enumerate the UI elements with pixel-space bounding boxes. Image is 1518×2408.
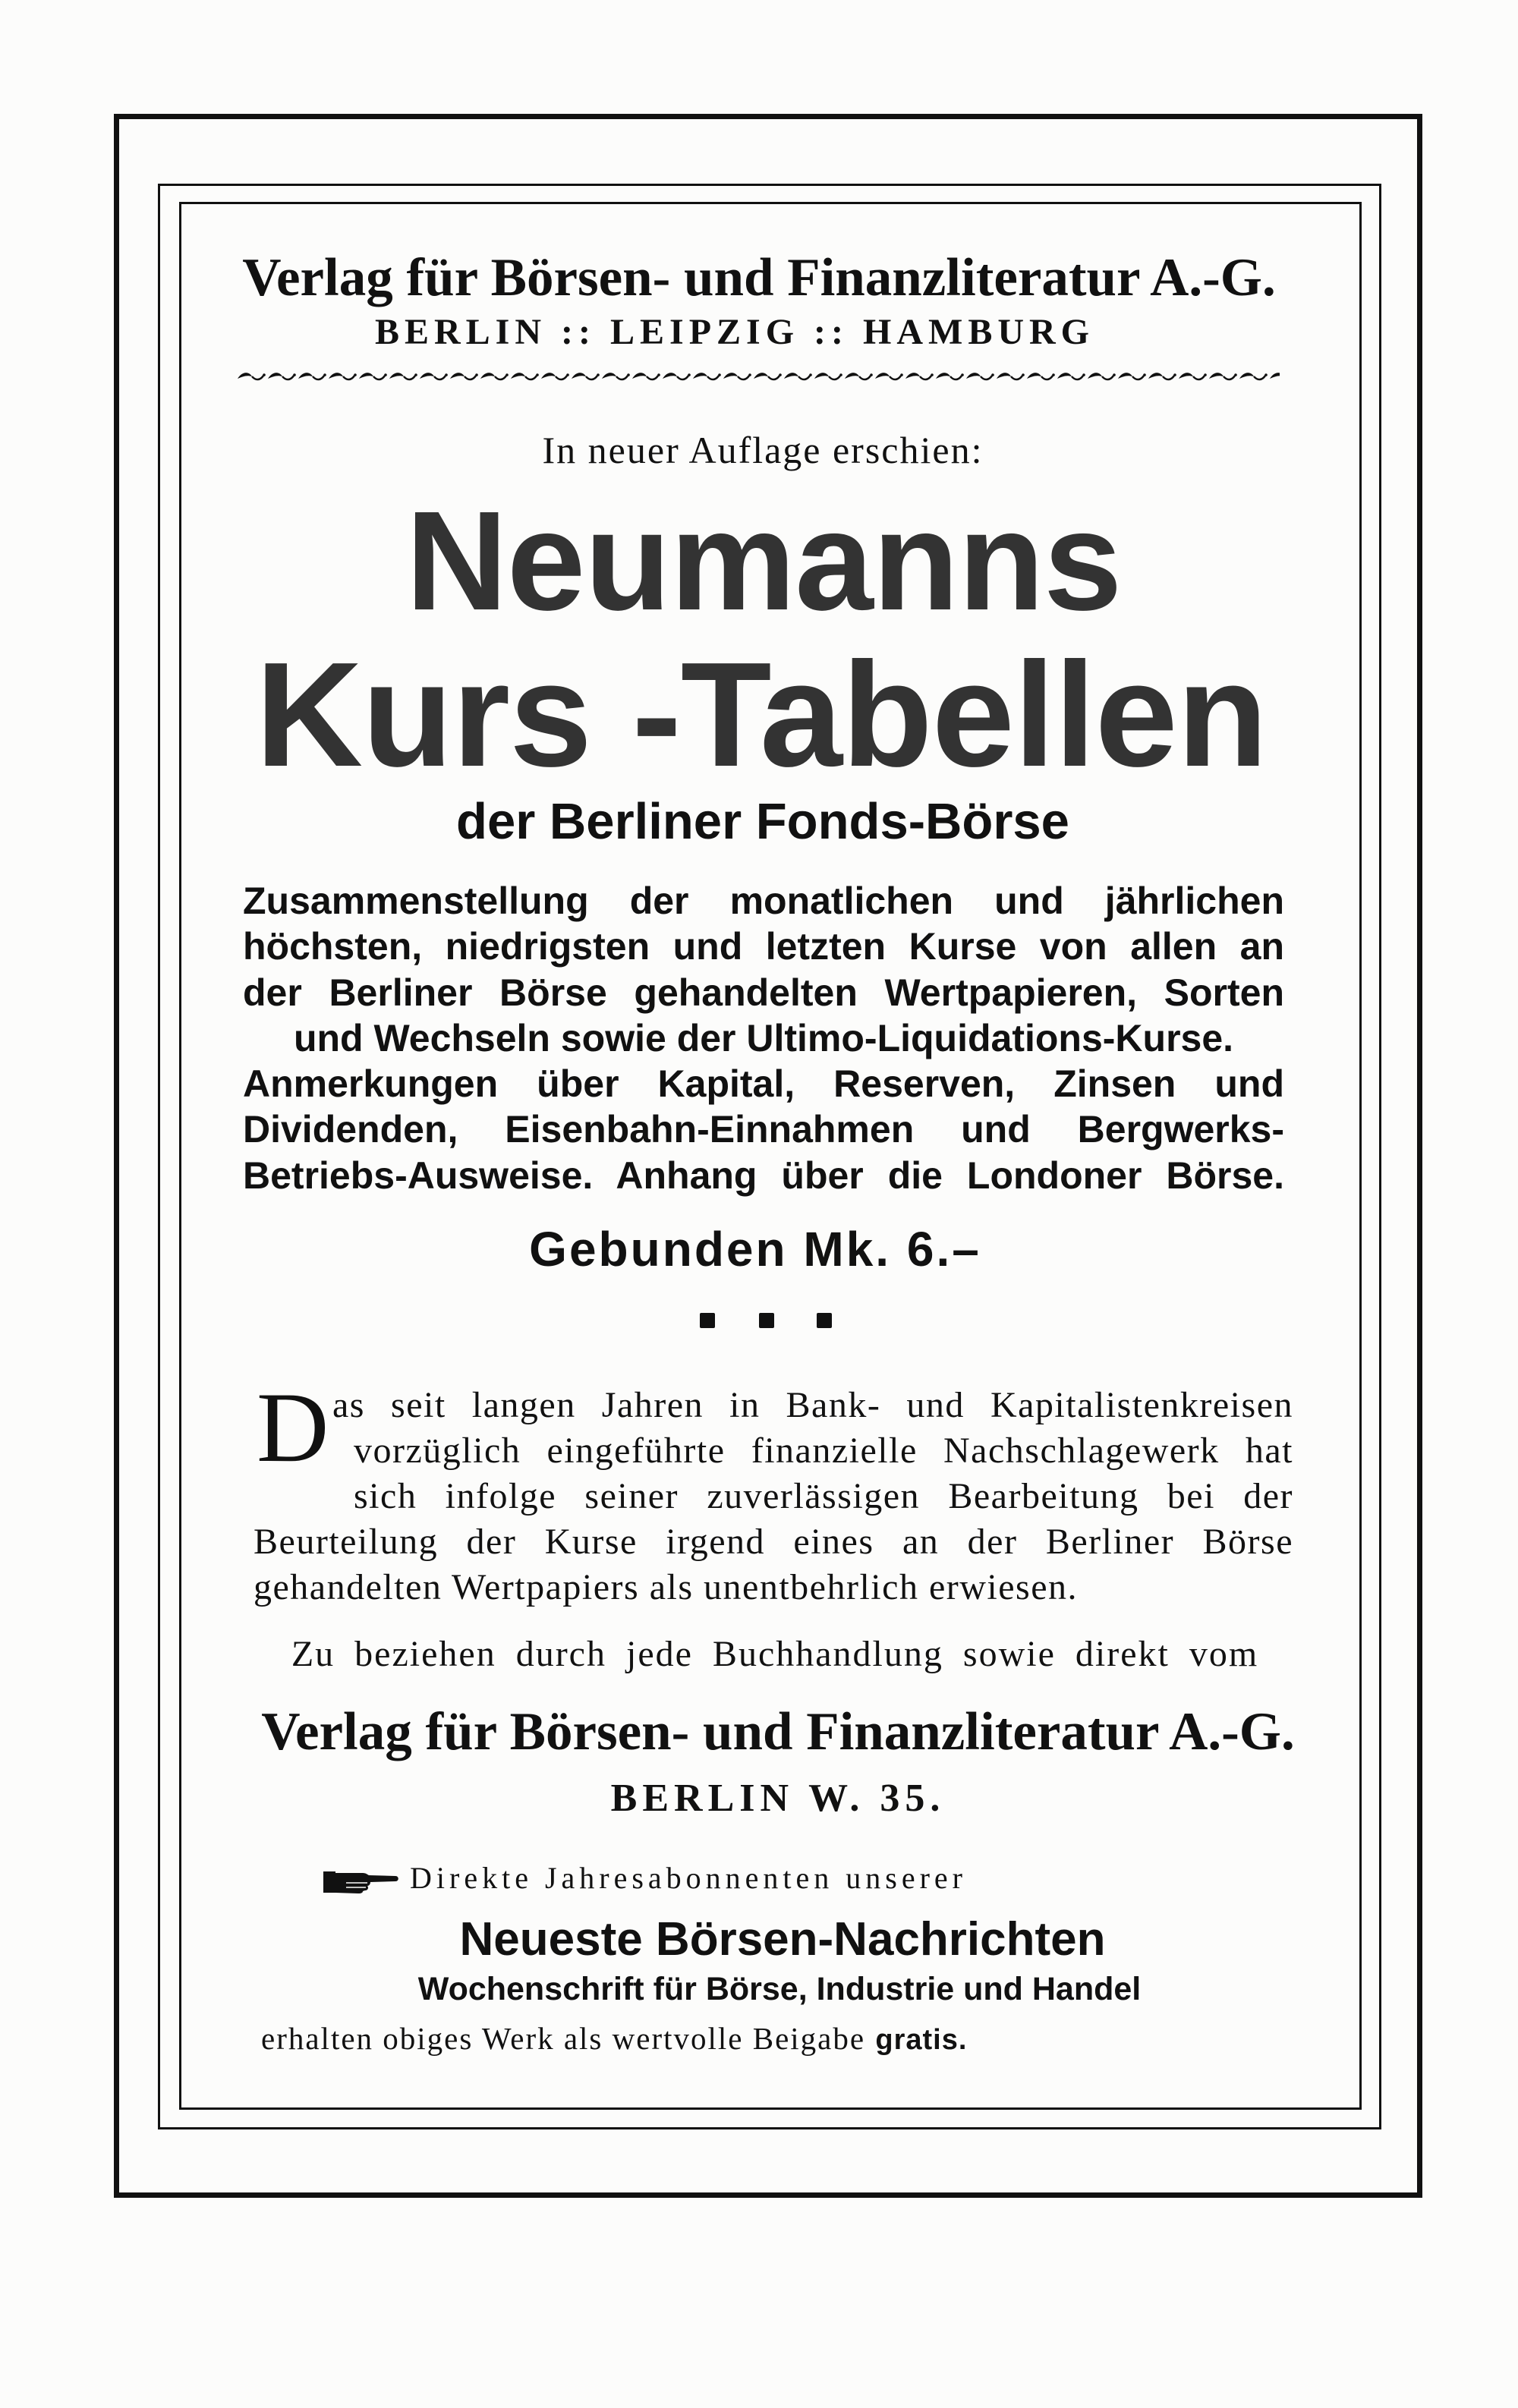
publisher-footer-name: Verlag für Börsen- und Finanzliteratur A.-G. — [261, 1702, 1295, 1761]
price-line: Gebunden Mk. 6.– — [529, 1222, 981, 1276]
description-line: Betriebs-Ausweise. Anhang über die Londoner Börse. — [243, 1154, 1284, 1197]
description-line: und Wechseln sowie der Ultimo-Liquidations-Kurse. — [293, 1016, 1234, 1059]
body-line: Beurteilung der Kurse irgend eines an der Berliner Börse — [254, 1522, 1293, 1562]
drop-cap: D — [257, 1371, 329, 1483]
book-title-line-2: Kurs -Tabellen — [255, 631, 1268, 798]
pointing-hand-icon — [323, 1868, 399, 1896]
square-bullet-icon — [700, 1313, 715, 1328]
body-line: gehandelten Wertpapiers als unentbehrlich erwiesen. — [254, 1567, 1079, 1607]
book-title-line-1: Neumanns — [405, 483, 1122, 640]
description-line: höchsten, niedrigsten und letzten Kurse von allen an — [243, 925, 1284, 968]
publisher-heading: Verlag für Börsen- und Finanzliteratur A.-G. — [242, 248, 1276, 307]
order-note: Zu beziehen durch jede Buchhandlung sowie direkt vom — [291, 1634, 1259, 1674]
closing-emphasis: gratis. — [875, 2024, 968, 2056]
description-paragraph — [243, 878, 1284, 1198]
announcement-line: In neuer Auflage erschien: — [542, 429, 984, 471]
body-line: as seit langen Jahren in Bank- und Kapitalistenkreisen — [332, 1385, 1293, 1425]
subscriber-lead-text: Direkte Jahresabonnenten unserer — [410, 1861, 967, 1895]
book-subtitle: der Berliner Fonds-Börse — [456, 793, 1069, 850]
closing-text: erhalten obiges Werk als wertvolle Beigabe — [261, 2021, 866, 2056]
square-bullet-icon — [759, 1313, 774, 1328]
closing-line — [261, 2019, 967, 2057]
publisher-cities: BERLIN :: LEIPZIG :: HAMBURG — [374, 312, 1095, 352]
ornamental-rule-icon — [235, 369, 1280, 384]
square-bullet-icon — [817, 1313, 832, 1328]
description-line: Anmerkungen über Kapital, Reserven, Zinsen und — [243, 1062, 1284, 1106]
periodical-subtitle: Wochenschrift für Börse, Industrie und Handel — [417, 1971, 1142, 2007]
description-line: der Berliner Börse gehandelten Wertpapieren, Sorten — [243, 971, 1284, 1014]
body-line: sich infolge seiner zuverlässigen Bearbeitung bei der — [354, 1476, 1293, 1516]
publisher-address: BERLIN W. 35. — [610, 1777, 946, 1820]
periodical-title: Neueste Börsen-Nachrichten — [459, 1913, 1106, 1966]
description-line: Zusammenstellung der monatlichen und jährlichen — [243, 880, 1284, 922]
body-line: vorzüglich eingeführte finanzielle Nachschlagewerk hat — [354, 1431, 1293, 1471]
description-line: Dividenden, Eisenbahn-Einnahmen und Bergwerks- — [243, 1108, 1284, 1151]
